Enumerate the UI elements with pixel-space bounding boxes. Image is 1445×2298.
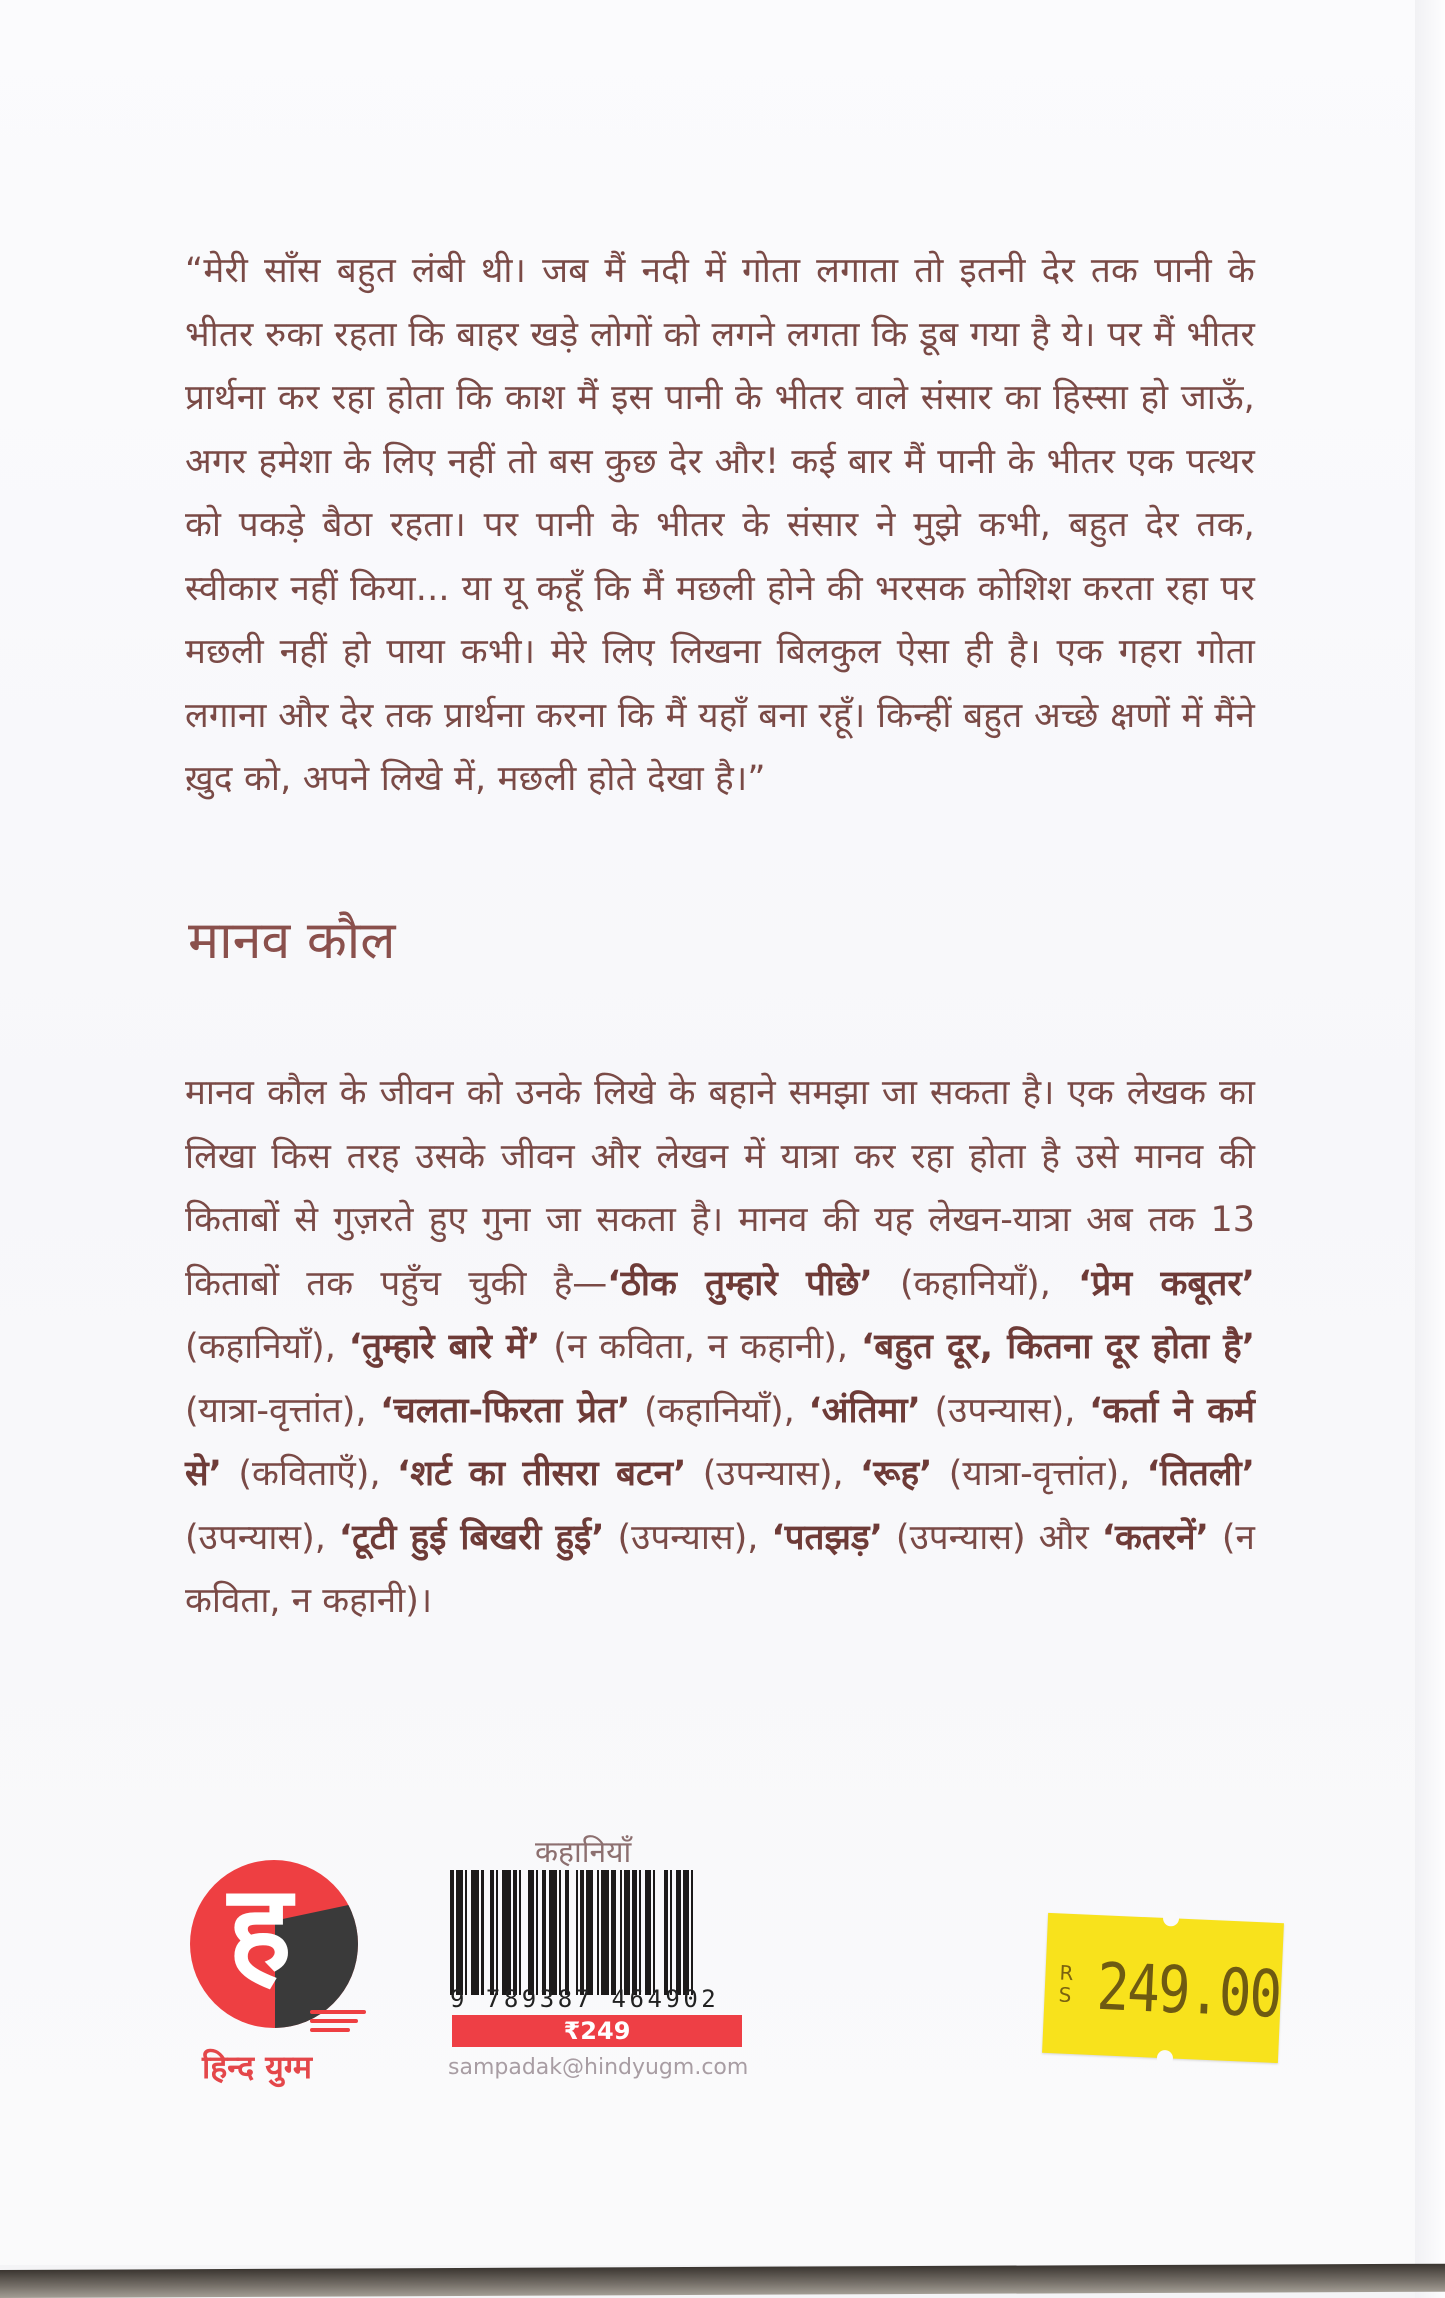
logo-circle — [190, 1860, 358, 2028]
book-title: ‘बहुत दूर, कितना दूर होता है’ — [860, 1327, 1255, 1367]
logo-page-lines-icon — [310, 2010, 370, 2040]
author-name: मानव कौल — [188, 911, 396, 971]
sticker-notch — [1157, 2050, 1174, 2067]
book-title: ‘कतरनें’ — [1101, 1517, 1209, 1558]
sticker-amount: 249.00 — [1095, 1948, 1282, 2033]
book-title: ‘रूह’ — [860, 1454, 933, 1494]
book-title: ‘प्रेम कबूतर’ — [1078, 1263, 1255, 1304]
book-title: ‘शर्ट का तीसरा बटन’ — [396, 1454, 687, 1494]
barcode-bars — [450, 1870, 750, 1995]
book-title: ‘कर्ता ने कर्म से’ — [185, 1390, 1255, 1494]
price-sticker — [1042, 1913, 1284, 2063]
book-title: ‘पतझड़’ — [771, 1517, 883, 1558]
genre-label: कहानियाँ — [535, 1835, 632, 1870]
book-title: ‘तुम्हारे बारे में’ — [348, 1327, 541, 1367]
book-title: ‘टूटी हुई बिखरी हुई’ — [338, 1517, 605, 1558]
sticker-notch — [1163, 1910, 1180, 1927]
logo-glyph: ह — [228, 1860, 292, 1999]
printed-price: ₹249 — [452, 2015, 742, 2047]
page-edge — [1415, 0, 1445, 2298]
book-title: ‘तितली’ — [1146, 1454, 1255, 1494]
book-title: ‘चलता-फिरता प्रेत’ — [380, 1390, 631, 1431]
sticker-currency: R S — [1058, 1960, 1074, 2007]
book-title: ‘अंतिमा’ — [808, 1390, 921, 1431]
isbn-number: 9 789387 464902 — [450, 1985, 720, 2013]
author-quote: “मेरी साँस बहुत लंबी थी। जब मैं नदी में गोता लगाता तो इतनी देर तक पानी के भीतर रुका रहता कि बाहर खड़े लोगों को लगने लगता कि डूब गया है ये। पर मैं भीतर प्रार्थना कर रहा होता कि काश मैं इस पानी के भीतर वाले संसार का हिस्सा हो जाऊँ, अगर हमेशा के लिए नहीं तो बस कुछ देर और! कई बार मैं पानी के भीतर एक पत्थर को पकड़े बैठा रहता। पर पानी के भीतर के संसार ने मुझे कभी, बहुत देर तक, स्वीकार नहीं किया... या यू कहूँ कि मैं मछली होने की भरसक कोशिश करता रहा पर मछली नहीं हो पाया कभी। मेरे लिए लिखना बिलकुल ऐसा ही है। एक गहरा गोता लगाना और देर तक प्रार्थना करना कि मैं यहाँ बना रहूँ। किन्हीं बहुत अच्छे क्षणों में मैंने ख़ुद को, अपने लिखे में, मछली होते देखा है।” — [185, 251, 1255, 799]
author-bio: मानव कौल के जीवन को उनके लिखे के बहाने समझा जा सकता है। एक लेखक का लिखा किस तरह उसके जीवन और लेखन में यात्रा कर रहा होता है उसे मानव की किताबों से गुज़रते हुए गुना जा सकता है। मानव की यह लेखन-यात्रा अब तक 13 किताबों तक पहुँच चुकी है—‘ठीक तुम्हारे पीछे’ (कहानियाँ), ‘प्रेम कबूतर’ (कहानियाँ), ‘तुम्हारे बारे में’ (न कविता, न कहानी), ‘बहुत दूर, कितना दूर होता है’ (यात्रा-वृत्तांत), ‘चलता-फिरता प्रेत’ (कहानियाँ), ‘अंतिमा’ (उपन्यास), ‘कर्ता ने कर्म से’ (कविताएँ), ‘शर्ट का तीसरा बटन’ (उपन्यास), ‘रूह’ (यात्रा-वृत्तांत), ‘तितली’ (उपन्यास), ‘टूटी हुई बिखरी हुई’ (उपन्यास), ‘पतझड़’ (उपन्यास) और ‘कतरनें’ (न कविता, न कहानी)। — [185, 1073, 1255, 1621]
book-title: ‘ठीक तुम्हारे पीछे’ — [607, 1263, 873, 1304]
publisher-email: sampadak@hindyugm.com — [448, 2055, 749, 2080]
table-surface — [0, 2264, 1445, 2298]
publisher-logo — [190, 1860, 380, 2090]
publisher-name: हिन्द युग्म — [202, 2048, 312, 2086]
